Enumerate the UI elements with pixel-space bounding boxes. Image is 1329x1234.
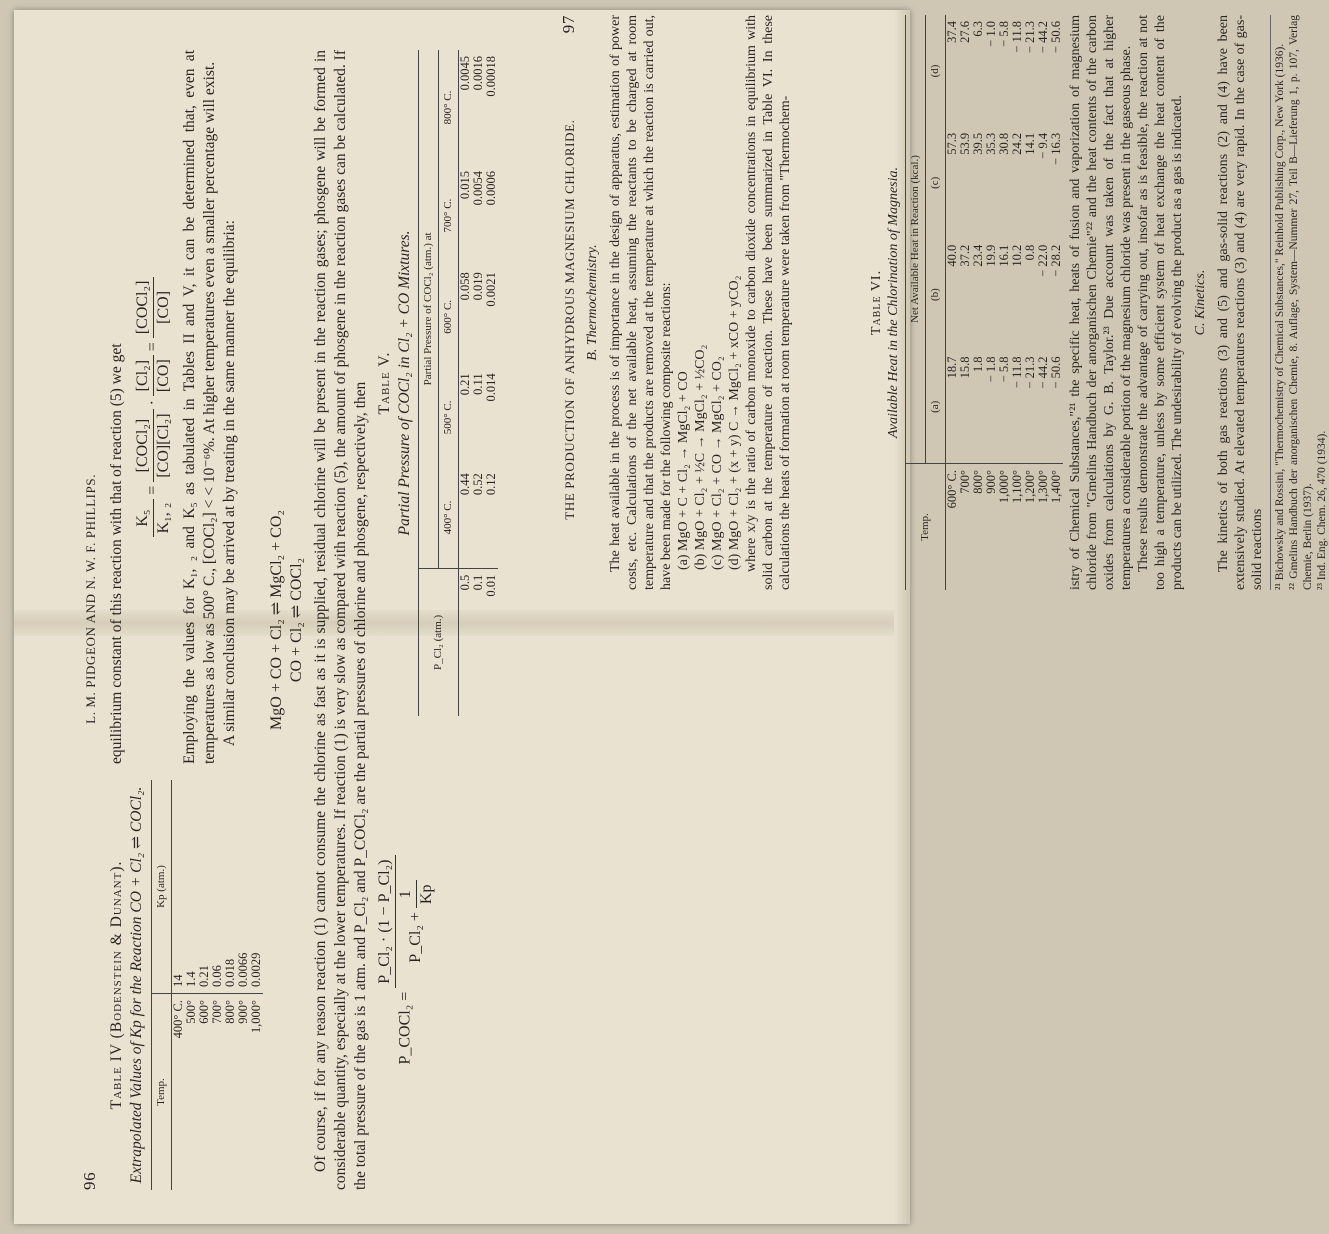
eq-term: [COCl₂]	[133, 409, 154, 481]
table-v-block	[375, 50, 498, 730]
table-cell: − 22.0	[1036, 244, 1050, 277]
paragraph: A similar conclusion may be arrived at by treating in the same manner the equilibria:	[221, 220, 238, 746]
eq-term: K₅	[133, 499, 154, 538]
table-cell: 0.21	[458, 373, 472, 396]
table-cell: 500°	[184, 1000, 198, 1024]
table-cell: 900°	[984, 470, 998, 494]
eq-term: [COCl₂]	[133, 277, 154, 339]
table-cell: 0.44	[459, 467, 473, 568]
table-cell: 600° C.	[945, 470, 959, 509]
table-cell: 16.1	[997, 244, 1011, 267]
table-cell: − 44.2	[1036, 21, 1050, 54]
table-header: (b)	[926, 239, 946, 351]
table-header: 600° C.	[439, 266, 459, 367]
eq-term: P_Cl₂ · (1 − P_Cl₂)	[375, 855, 396, 987]
running-head	[80, 50, 101, 1190]
equation: CO + Cl₂ ⇌ COCl₂	[288, 557, 305, 683]
equation-phosgene	[375, 730, 498, 1190]
table-iv-caption: Table IV (Bodenstein & Dunant).	[108, 860, 125, 1110]
table-cell: 39.5	[971, 132, 985, 155]
running-head	[560, 15, 578, 590]
footnote: ²¹ Bichowsky and Rossini, "Thermochemistry of Chemical Substances," Reinhold Publishing Corp., New York (1936).	[1274, 43, 1286, 590]
table-cell: 24.2	[1010, 132, 1024, 155]
reaction-equation: (d) MgO + Cl₂ + (x + y) C → MgCl₂ + xCO + yCO₂	[727, 275, 742, 570]
table-iv-header: Temp.	[152, 994, 172, 1190]
table-cell: − 9.4	[1036, 132, 1050, 159]
table-row	[250, 780, 263, 1190]
reaction-equation: (a) MgO + C + Cl₂ → MgCl₂ + CO	[676, 371, 691, 570]
table-cell: − 5.8	[998, 350, 1011, 463]
paragraph: These results demonstrate the advantage of carrying out, insofar as is feasible, the reaction at not too high a temperature, unless by some efficient system of heat exchange the heat content of the products can be utilized. The undesirability of evolving the product as a gas is indicated.	[1136, 15, 1185, 590]
footnote: ²² Gmelins Handbuch der anorganischen Chemie, 8. Auflage, System—Nummer 27, Teil B—Lieferung 1, p. 107, Verlag Chemie, Berlin (1937).	[1288, 15, 1314, 590]
table-vi	[905, 15, 1063, 590]
table-row	[1011, 15, 1024, 590]
table-v-col0: P_Cl₂ (atm.)	[419, 568, 459, 716]
page-number: 96	[80, 1171, 99, 1190]
eq-term: [CO][Cl₂]	[155, 413, 172, 478]
table-row	[1024, 15, 1037, 590]
reaction-list	[675, 15, 743, 590]
table-cell: 0.014	[484, 373, 498, 402]
equilibria	[267, 50, 307, 1190]
table-header: (a)	[926, 350, 946, 463]
section-heading: C. Kinetics.	[1193, 269, 1208, 336]
table-cell: − 1.8	[985, 350, 998, 463]
table-v-group-header: Partial Pressure of COCl₂ (atm.) at	[419, 50, 439, 568]
table-cell: 23.4	[971, 244, 985, 267]
table-cell: 400° C.	[171, 1000, 185, 1039]
paragraph: istry of Chemical Substances,"²¹ the specific heat, heats of fusion and vaporization of magnesium chloride from "Gmelins Handbuch der anorganischen Chemie"²² and the heat contents of the carbon oxides from calculations by G. B. Taylor.²³ Due account was taken of the fact that at higher temperatures a considerable portion of the magnesium chloride was present in the gaseous phase.	[1068, 15, 1134, 590]
table-row	[485, 50, 498, 716]
table-cell: 37.4	[945, 21, 959, 43]
table-cell: − 21.3	[1024, 350, 1037, 463]
table-cell: 19.9	[984, 244, 998, 267]
footnotes	[1270, 15, 1329, 590]
table-vi-col0: Temp.	[906, 464, 946, 590]
table-row	[946, 15, 960, 590]
table-cell: − 28.2	[1049, 244, 1063, 277]
paragraph: The kinetics of both gas reactions (3) and (5) and gas-solid reactions (2) and (4) have been extensively studied. At elevated temperatures reactions (3) and (4) are very rapid. In the case of gas-solid reactions	[1216, 15, 1265, 590]
table-cell: 0.0016	[471, 56, 485, 91]
table-cell: 700°	[958, 470, 972, 494]
table-cell: 6.3	[971, 21, 985, 37]
table-cell: 0.11	[471, 373, 485, 395]
table-cell: 18.7	[946, 350, 960, 463]
table-cell: 1,000°	[997, 470, 1011, 504]
table-cell: 0.0045	[458, 56, 472, 91]
eq-term: Kp	[418, 884, 435, 905]
eq-term: P_COCl₂ =	[396, 991, 414, 1065]
table-cell: 0.5	[458, 574, 472, 591]
table-cell: 0.0006	[484, 170, 498, 206]
table-cell: 15.8	[959, 350, 972, 463]
table-cell: 0.21	[198, 780, 211, 994]
table-header: 800° C.	[439, 50, 459, 165]
table-iv	[151, 780, 263, 1190]
paragraph: Employing the values for K₁, ₂ and K₅ as tabulated in Tables II and V, it can be determined that, even at temperatures as low as 500° C., [COCl₂] < < 10⁻⁶%. At higher temperatures even a smaller percentage will exist.	[181, 50, 218, 764]
table-cell: − 44.2	[1037, 350, 1050, 463]
table-cell: 800°	[971, 470, 985, 494]
equation: MgO + CO + Cl₂ ⇌ MgCl₂ + CO₂	[268, 510, 285, 730]
table-cell: − 11.8	[1010, 21, 1024, 53]
table-cell: 0.12	[485, 467, 498, 568]
table-cell: 700°	[210, 1000, 224, 1024]
table-header: 500° C.	[439, 367, 459, 467]
table-cell: − 21.3	[1023, 21, 1037, 54]
table-cell: 0.52	[472, 467, 485, 568]
page-97	[560, 15, 868, 590]
page-97-continued	[868, 15, 1328, 590]
table-v	[418, 50, 498, 716]
table-cell: 0.8	[1023, 244, 1037, 261]
reaction-equation: (c) MgO + Cl₂ + CO → MgCl₂ + CO₂	[710, 356, 725, 570]
eq-term: [CO]	[155, 290, 172, 324]
table-cell: − 16.3	[1049, 132, 1063, 165]
table-cell: 0.1	[471, 574, 485, 591]
table-cell: 0.058	[458, 272, 472, 301]
paragraph: equilibrium constant of this reaction with that of reaction (5) we get	[108, 343, 125, 764]
table-vi-title: Available Heat in the Chlorination of Magnesia.	[886, 166, 901, 439]
table-cell: 1,100°	[1010, 470, 1024, 504]
table-cell: 0.0066	[237, 780, 250, 994]
table-cell: 0.01	[484, 574, 498, 597]
eq-term: [Cl₂]	[133, 355, 154, 396]
table-row	[459, 50, 473, 716]
table-v-title: Partial Pressure of COCl₂ in Cl₂ + CO Mixtures.	[396, 230, 413, 536]
table-cell: 1,300°	[1036, 470, 1050, 504]
table-cell: − 11.8	[1011, 350, 1024, 463]
table-row	[972, 15, 985, 590]
table-cell: 57.3	[945, 132, 959, 155]
table-cell: 1.4	[185, 780, 198, 994]
page-96	[80, 50, 550, 1190]
table-header: 400° C.	[439, 467, 459, 568]
table-cell: 14.1	[1023, 132, 1037, 155]
table-cell: 0.06	[211, 780, 224, 994]
table-cell: 1.8	[972, 350, 985, 463]
table-cell: 40.0	[945, 244, 959, 267]
paragraph: The heat available in the process is of importance in the design of apparatus, estimation of power costs, etc. Calculations of the net available heat, assuming the reactants to be charged at room temperature and that the products are removed at the temperature at which the reaction is carried out, have been made for the following composite reactions:	[608, 15, 674, 590]
paragraph: Of course, if for any reason reaction (1) cannot consume the chlorine as fast as it is supplied, residual chlorine will be present in the reaction gases; phosgene will be formed in considerable quantity, especially at the lower temperatures. If reaction (1) is very slow as compared with reaction (5), the amount of phosgene in the reaction gases can be calculated. If the total pressure of the gas is 1 atm. and P_Cl₂ and P_COCl₂ are the partial pressures of chlorine and phosgene, respectively, then	[312, 50, 369, 1190]
table-cell: 1,200°	[1023, 470, 1037, 504]
eq-term: [CO]	[155, 359, 172, 393]
table-cell: 30.8	[997, 132, 1011, 155]
table-header: (c)	[926, 127, 946, 239]
table-iv-header: Kp (atm.)	[152, 780, 172, 994]
table-cell: 14	[172, 780, 186, 994]
table-cell: 1,000°	[249, 1000, 263, 1034]
table-row	[172, 780, 186, 1190]
table-header: 700° C.	[439, 165, 459, 266]
table-cell: 900°	[236, 1000, 250, 1024]
table-row	[1050, 15, 1063, 590]
table-cell: 0.0054	[471, 170, 485, 206]
table-row	[998, 15, 1011, 590]
table-cell: 0.00018	[484, 56, 498, 97]
eq-term: K₁, ₂	[155, 502, 172, 534]
equation-ratio: K₅ K₁, ₂ = [COCl₂] [CO][Cl₂] · [Cl₂] [CO] = [COCl₂] [CO]	[133, 50, 174, 764]
table-iv-block	[107, 780, 263, 1190]
table-cell: 0.018	[224, 780, 237, 994]
eq-term: P_Cl₂ +	[407, 912, 425, 963]
table-cell: 10.2	[1010, 244, 1024, 267]
footnote: ²³ Ind. Eng. Chem. 26, 470 (1934).	[1316, 430, 1328, 590]
eq-term: 1	[396, 881, 417, 909]
table-cell: 1,400°	[1049, 470, 1063, 504]
table-vi-group-header: Net Available Heat in Reaction (kcal.)	[906, 15, 926, 464]
table-cell: 35.3	[984, 132, 998, 155]
table-row	[959, 15, 972, 590]
table-cell: − 5.8	[997, 21, 1011, 47]
table-cell: 800°	[223, 1000, 237, 1024]
reaction-equation: (b) MgO + Cl₂ + ½C → MgCl₂ + ½CO₂	[693, 344, 708, 570]
table-row	[985, 15, 998, 590]
table-cell: − 50.6	[1050, 350, 1063, 463]
table-cell: 37.2	[958, 244, 972, 267]
table-header: (d)	[926, 15, 946, 127]
table-cell: 53.9	[958, 132, 972, 155]
table-cell: 0.015	[458, 170, 472, 200]
table-row	[1037, 15, 1050, 590]
section-heading: B. Thermochemistry.	[585, 244, 600, 361]
paragraph: where x/y is the ratio of carbon monoxide to carbon dioxide concentrations in equilibrium with solid carbon at the temperature of reaction. These have been summarized in Table VI. In these calculations the heats of formation at room temperature were taken from "Thermochem-	[744, 15, 793, 590]
table-iv-title: Extrapolated Values of Kp for the Reaction CO + Cl₂ ⇌ COCl₂.	[128, 786, 145, 1184]
running-head-title: L. M. PIDGEON AND N. W. F. PHILLIPS.	[83, 473, 98, 724]
table-cell: 0.0021	[484, 272, 498, 307]
running-head-title: THE PRODUCTION OF ANHYDROUS MAGNESIUM CHLORIDE.	[562, 119, 577, 520]
table-vi-caption: Table VI.	[869, 269, 884, 336]
table-cell: − 1.0	[984, 21, 998, 47]
page-number: 97	[559, 15, 578, 34]
table-cell: 0.0029	[250, 780, 263, 994]
table-cell: 27.6	[958, 21, 972, 43]
table-cell: 0.019	[471, 272, 485, 301]
table-cell: − 50.6	[1049, 21, 1063, 54]
table-cell: 600°	[197, 1000, 211, 1024]
table-v-caption: Table V.	[376, 351, 393, 415]
